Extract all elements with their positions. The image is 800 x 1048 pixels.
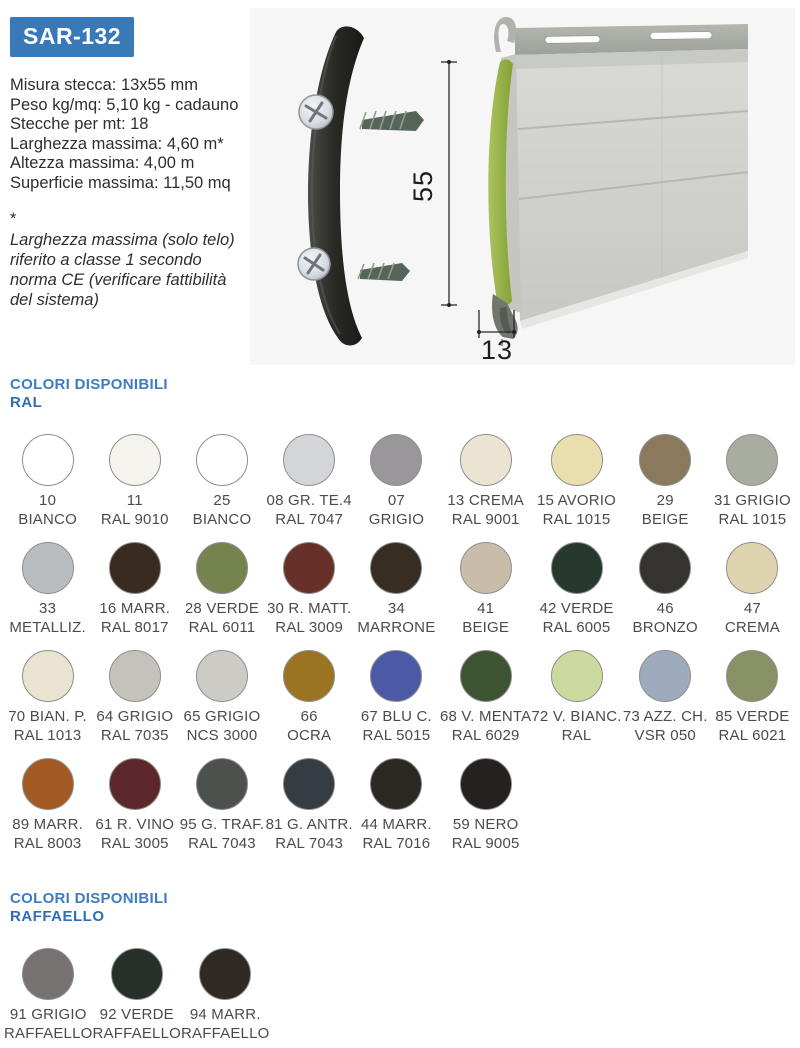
slat-profile-cross-section (488, 17, 521, 346)
color-swatch-code: 44 MARR. (360, 816, 432, 833)
color-swatch-code: 13 CREMA (447, 492, 524, 509)
color-swatch-code: 81 G. ANTR. (265, 816, 353, 833)
color-swatch-circle (726, 650, 778, 702)
color-swatch-circle (283, 650, 335, 702)
color-swatch-code: 34 (387, 600, 405, 617)
color-swatch-ral: RAL 7047 (275, 511, 344, 528)
color-swatch-ral: CREMA (724, 619, 780, 636)
product-code-badge: SAR-132 (10, 17, 134, 57)
color-swatch-code: 07 (387, 492, 405, 509)
color-swatch (266, 650, 353, 745)
color-swatch (353, 758, 440, 853)
raffaello-swatch-grid (4, 948, 796, 1043)
product-photo-area (250, 8, 795, 365)
color-swatch-ral: RAFFAELLO (92, 1025, 181, 1042)
color-swatch-code: 41 (477, 600, 495, 617)
color-swatch-circle (551, 542, 603, 594)
color-swatch-ral: RAL 9005 (451, 835, 520, 852)
color-swatch-circle (22, 758, 74, 810)
color-swatch-ral: RAL 6021 (718, 727, 787, 744)
dimension-height (441, 60, 457, 307)
color-swatch-ral: RAL 8003 (13, 835, 82, 852)
color-swatch (440, 434, 531, 529)
spec-line: Stecche per mt: 18 (10, 115, 149, 133)
color-swatch-circle (460, 542, 512, 594)
color-swatch-circle (22, 542, 74, 594)
color-swatch (622, 434, 709, 529)
color-swatch-ral: BIANCO (192, 511, 252, 528)
color-swatch-code: 61 R. VINO (95, 816, 175, 833)
color-swatch-circle (370, 434, 422, 486)
color-swatch-code: 15 AVORIO (536, 492, 617, 509)
color-swatch-code: 70 BIAN. P. (8, 708, 87, 725)
color-swatch-circle (196, 542, 248, 594)
color-swatch-code: 28 VERDE (184, 600, 260, 617)
color-swatch-code: 10 (39, 492, 57, 509)
dimension-height-label: 55 (408, 169, 438, 203)
ral-swatch-grid (4, 434, 796, 853)
color-swatch-circle (726, 434, 778, 486)
color-swatch-ral: RAL 9010 (100, 511, 169, 528)
color-swatch (709, 650, 796, 745)
section-title: COLORI DISPONIBILI (10, 376, 168, 393)
color-swatch (4, 758, 91, 853)
color-swatch-code: 72 V. BIANC. (531, 708, 622, 725)
color-swatch-code: 67 BLU C. (360, 708, 432, 725)
color-swatch-ral: RAL 1015 (542, 511, 611, 528)
color-swatch-circle (639, 650, 691, 702)
color-swatch-code: 68 V. MENTA (439, 708, 532, 725)
color-swatch-ral: OCRA (287, 727, 332, 744)
color-swatch (4, 434, 91, 529)
color-swatch-circle (199, 948, 251, 1000)
color-swatch-ral: RAL 6005 (542, 619, 611, 636)
color-swatch-circle (111, 948, 163, 1000)
color-swatch (531, 650, 621, 745)
color-swatch-circle (370, 650, 422, 702)
color-swatch-circle (551, 434, 603, 486)
color-swatch-ral: RAL 7035 (100, 727, 169, 744)
color-swatch-code: 33 (39, 600, 57, 617)
color-swatch (440, 542, 531, 637)
color-swatch-ral: METALLIZ. (9, 619, 86, 636)
color-swatch-ral: RAL 7043 (275, 835, 344, 852)
section-title: COLORI DISPONIBILI (10, 890, 168, 907)
color-swatch-circle (283, 542, 335, 594)
color-swatch-circle (370, 758, 422, 810)
color-swatch-ral: RAL (561, 727, 592, 744)
color-swatch-circle (283, 758, 335, 810)
footnote-marker: * (10, 210, 17, 228)
color-swatch-circle (551, 650, 603, 702)
color-swatch (622, 542, 709, 637)
color-swatch-code: 66 (300, 708, 318, 725)
color-swatch-code: 65 GRIGIO (183, 708, 261, 725)
color-swatch-code: 94 MARR. (189, 1006, 261, 1023)
color-swatch-ral: RAL 3009 (275, 619, 344, 636)
color-swatch-code: 31 GRIGIO (713, 492, 791, 509)
color-swatch (178, 542, 265, 637)
color-swatch-ral: BRONZO (632, 619, 698, 636)
spec-line: Superficie massima: 11,50 mq (10, 173, 231, 192)
spec-list (10, 76, 252, 310)
spec-line: Peso kg/mq: 5,10 kg - cadauno (10, 95, 239, 114)
color-swatch (91, 650, 178, 745)
color-swatch-ral: BIANCO (18, 511, 77, 528)
color-swatch (4, 650, 91, 745)
footnote-text: Larghezza massima (solo telo) riferito a classe 1 secondo norma CE (verificare fattibilità del sistema) (10, 230, 235, 309)
color-swatch-circle (639, 542, 691, 594)
color-swatch-code: 08 GR. TE.4 (266, 492, 352, 509)
color-swatch (266, 758, 353, 853)
color-swatch-ral: RAL 6029 (451, 727, 520, 744)
color-swatch-ral: GRIGIO (368, 511, 425, 528)
section-subtitle: RAL (10, 394, 43, 411)
color-swatch-circle (22, 434, 74, 486)
color-swatch-ral: RAL 5015 (362, 727, 431, 744)
color-swatch (440, 650, 531, 745)
color-swatch-circle (196, 434, 248, 486)
color-swatch-code: 42 VERDE (539, 600, 614, 617)
color-swatch-code: 30 R. MATT. (266, 600, 352, 617)
color-swatch (4, 542, 91, 637)
color-swatch (531, 542, 621, 637)
color-swatch (353, 434, 440, 529)
color-swatch-code: 25 (213, 492, 231, 509)
color-swatch-ral: RAL 1013 (13, 727, 82, 744)
color-swatch (178, 650, 265, 745)
color-swatch-code: 47 (743, 600, 761, 617)
color-swatch (440, 758, 531, 853)
color-swatch-circle (283, 434, 335, 486)
color-swatch (91, 758, 178, 853)
color-swatch-circle (460, 434, 512, 486)
section-subtitle: RAFFAELLO (10, 908, 105, 925)
color-swatch (91, 434, 178, 529)
color-swatch (353, 542, 440, 637)
color-swatch-circle (22, 650, 74, 702)
color-swatch-code: 59 NERO (452, 816, 519, 833)
color-swatch (178, 758, 265, 853)
color-swatch (266, 542, 353, 637)
color-swatch (93, 948, 182, 1043)
color-swatch-ral: RAFFAELLO (181, 1025, 270, 1042)
color-swatch-code: 46 (656, 600, 674, 617)
spec-lines (10, 76, 252, 193)
color-swatch (531, 434, 621, 529)
color-swatch-ral: BEIGE (641, 511, 689, 528)
color-swatch-ral: NCS 3000 (186, 727, 258, 744)
spec-line: Misura stecca: 13x55 mm (10, 76, 198, 94)
color-swatch-circle (22, 948, 74, 1000)
color-swatch-code: 85 VERDE (715, 708, 790, 725)
color-swatch-ral: MARRONE (357, 619, 436, 636)
color-swatch-circle (196, 650, 248, 702)
color-swatch-circle (109, 434, 161, 486)
color-swatch-circle (726, 542, 778, 594)
color-swatch (91, 542, 178, 637)
bracket-photo (298, 26, 424, 345)
color-swatch-code: 92 VERDE (99, 1006, 174, 1023)
section-heading-raffaello (10, 890, 168, 926)
color-swatch-circle (196, 758, 248, 810)
color-swatch (709, 434, 796, 529)
color-swatch-ral: RAL 9001 (451, 511, 520, 528)
color-swatch (4, 948, 93, 1043)
color-swatch-ral: RAL 8017 (100, 619, 169, 636)
color-swatch-circle (460, 650, 512, 702)
color-swatch-circle (639, 434, 691, 486)
color-swatch-code: 64 GRIGIO (96, 708, 174, 725)
color-swatch-code: 16 MARR. (99, 600, 171, 617)
dimension-width-label: 13 (480, 335, 514, 365)
color-swatch-code: 29 (656, 492, 674, 509)
color-swatch (266, 434, 353, 529)
color-swatch-ral: RAFFAELLO (4, 1025, 93, 1042)
spec-line: Altezza massima: 4,00 m (10, 154, 195, 172)
color-swatch-ral: VSR 050 (634, 727, 696, 744)
color-swatch (709, 542, 796, 637)
color-swatch (353, 650, 440, 745)
section-heading-ral (10, 376, 168, 412)
color-swatch-ral: RAL 6011 (188, 619, 256, 636)
color-swatch (181, 948, 270, 1043)
color-swatch-circle (109, 758, 161, 810)
color-swatch-code: 89 MARR. (12, 816, 83, 833)
color-swatch-code: 11 (126, 492, 143, 509)
color-swatch-circle (460, 758, 512, 810)
color-swatch (178, 434, 265, 529)
slat-panel-illustration (515, 24, 748, 329)
color-swatch-circle (109, 542, 161, 594)
color-swatch (622, 650, 709, 745)
color-swatch-circle (370, 542, 422, 594)
color-swatch-code: 73 AZZ. CH. (622, 708, 708, 725)
color-swatch-circle (109, 650, 161, 702)
color-swatch-ral: RAL 1015 (718, 511, 787, 528)
color-swatch-code: 91 GRIGIO (9, 1006, 87, 1023)
color-swatch-ral: RAL 7016 (362, 835, 431, 852)
product-illustration (250, 8, 795, 365)
color-swatch-code: 95 G. TRAF. (179, 816, 265, 833)
spec-line: Larghezza massima: 4,60 m* (10, 134, 224, 153)
color-swatch-ral: RAL 3005 (100, 835, 169, 852)
color-swatch-ral: RAL 7043 (188, 835, 256, 852)
color-swatch-ral: BEIGE (462, 619, 510, 636)
